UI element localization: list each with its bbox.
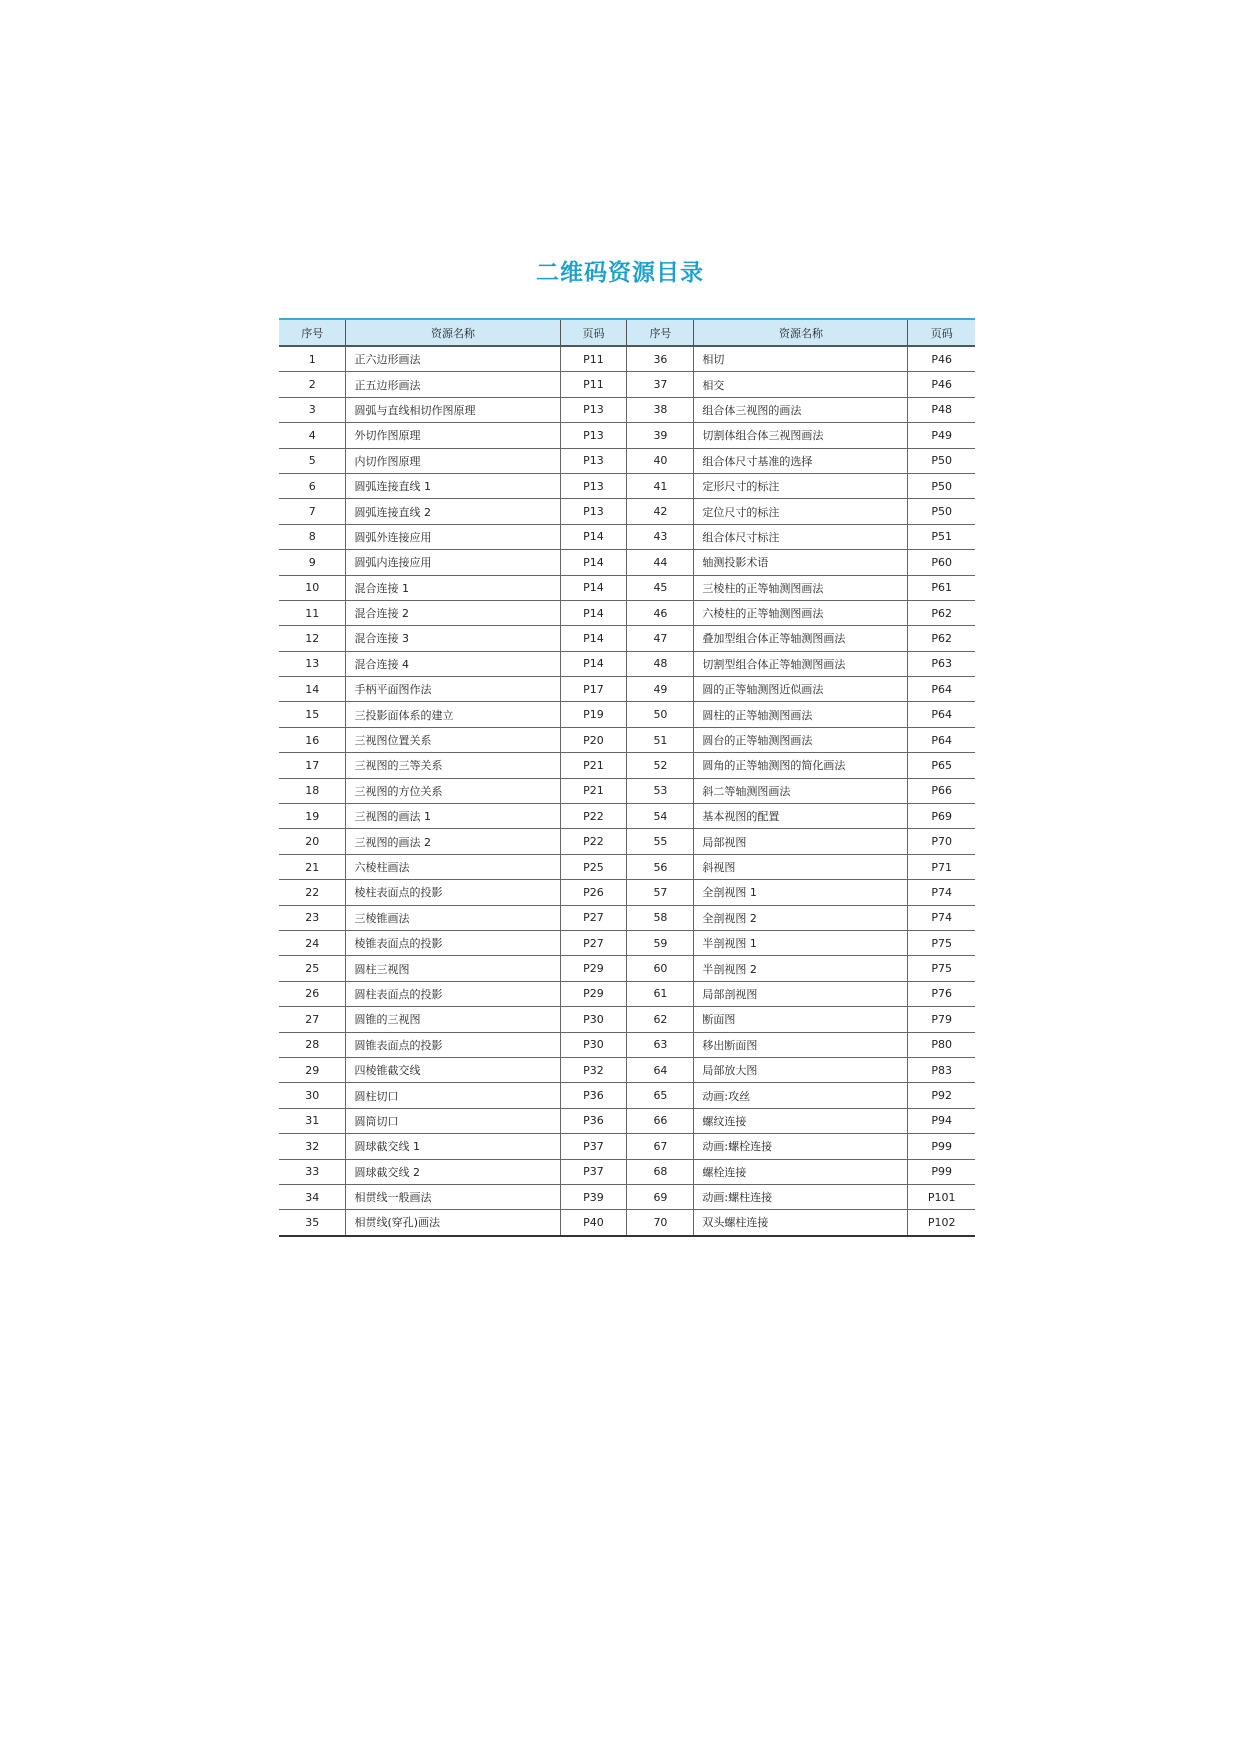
- table-row: [279, 397, 975, 422]
- resource-name-cell: 圆筒切口: [346, 1108, 560, 1133]
- page-cell: P94: [908, 1108, 975, 1133]
- index-cell: 19: [279, 804, 346, 829]
- resource-name-cell: 切割型组合体正等轴测图画法: [694, 651, 908, 676]
- index-cell: 12: [279, 626, 346, 651]
- index-cell: 38: [627, 397, 694, 422]
- page-cell: P13: [560, 473, 627, 498]
- page-cell: P75: [908, 956, 975, 981]
- page-cell: P102: [908, 1210, 975, 1236]
- page-cell: P69: [908, 804, 975, 829]
- page-cell: P48: [908, 397, 975, 422]
- resource-name-cell: 外切作图原理: [346, 423, 560, 448]
- table-row: [279, 702, 975, 727]
- resource-name-cell: 手柄平面图作法: [346, 677, 560, 702]
- index-cell: 55: [627, 829, 694, 854]
- table-row: [279, 854, 975, 879]
- resource-name-cell: 四棱锥截交线: [346, 1057, 560, 1082]
- index-cell: 5: [279, 448, 346, 473]
- resource-name-cell: 三棱柱的正等轴测图画法: [694, 575, 908, 600]
- index-cell: 41: [627, 473, 694, 498]
- index-cell: 64: [627, 1057, 694, 1082]
- table-row: [279, 1083, 975, 1108]
- resource-name-cell: 正六边形画法: [346, 346, 560, 372]
- resource-name-cell: 内切作图原理: [346, 448, 560, 473]
- page-cell: P40: [560, 1210, 627, 1236]
- resource-name-cell: 相贯线一般画法: [346, 1184, 560, 1209]
- table-row: [279, 448, 975, 473]
- page-cell: P11: [560, 372, 627, 397]
- resource-name-cell: 圆弧内连接应用: [346, 550, 560, 575]
- resource-name-cell: 螺纹连接: [694, 1108, 908, 1133]
- table-row: [279, 499, 975, 524]
- resource-name-cell: 三视图位置关系: [346, 727, 560, 752]
- resource-name-cell: 混合连接 1: [346, 575, 560, 600]
- index-cell: 24: [279, 930, 346, 955]
- resource-name-cell: 三棱锥画法: [346, 905, 560, 930]
- table-row: [279, 423, 975, 448]
- resource-name-cell: 动画:攻丝: [694, 1083, 908, 1108]
- index-cell: 33: [279, 1159, 346, 1184]
- index-cell: 56: [627, 854, 694, 879]
- page-cell: P22: [560, 804, 627, 829]
- header-name-right: 资源名称: [694, 319, 908, 346]
- index-cell: 23: [279, 905, 346, 930]
- resource-name-cell: 移出断面图: [694, 1032, 908, 1057]
- table-body: [279, 346, 975, 1236]
- page-cell: P50: [908, 448, 975, 473]
- index-cell: 27: [279, 1007, 346, 1032]
- resource-name-cell: 圆的正等轴测图近似画法: [694, 677, 908, 702]
- resource-name-cell: 圆弧连接直线 1: [346, 473, 560, 498]
- index-cell: 17: [279, 753, 346, 778]
- index-cell: 69: [627, 1184, 694, 1209]
- index-cell: 18: [279, 778, 346, 803]
- index-cell: 63: [627, 1032, 694, 1057]
- index-cell: 4: [279, 423, 346, 448]
- resource-name-cell: 螺栓连接: [694, 1159, 908, 1184]
- index-cell: 35: [279, 1210, 346, 1236]
- resource-name-cell: 组合体三视图的画法: [694, 397, 908, 422]
- resource-name-cell: 混合连接 2: [346, 600, 560, 625]
- resource-name-cell: 圆球截交线 1: [346, 1134, 560, 1159]
- page-cell: P50: [908, 473, 975, 498]
- resource-name-cell: 半剖视图 2: [694, 956, 908, 981]
- index-cell: 57: [627, 880, 694, 905]
- resource-name-cell: 圆柱三视图: [346, 956, 560, 981]
- index-cell: 8: [279, 524, 346, 549]
- table-row: [279, 727, 975, 752]
- page-cell: P80: [908, 1032, 975, 1057]
- index-cell: 40: [627, 448, 694, 473]
- table-row: [279, 1007, 975, 1032]
- header-page-left: 页码: [560, 319, 627, 346]
- page-cell: P14: [560, 600, 627, 625]
- table-row: [279, 981, 975, 1006]
- resource-name-cell: 圆柱切口: [346, 1083, 560, 1108]
- page-cell: P11: [560, 346, 627, 372]
- page-cell: P64: [908, 727, 975, 752]
- table-row: [279, 1184, 975, 1209]
- resource-name-cell: 圆弧连接直线 2: [346, 499, 560, 524]
- resource-name-cell: 斜视图: [694, 854, 908, 879]
- resource-name-cell: 局部放大图: [694, 1057, 908, 1082]
- table-row: [279, 372, 975, 397]
- table-row: [279, 524, 975, 549]
- resource-name-cell: 动画:螺栓连接: [694, 1134, 908, 1159]
- index-cell: 13: [279, 651, 346, 676]
- resource-name-cell: 三视图的方位关系: [346, 778, 560, 803]
- page-cell: P30: [560, 1007, 627, 1032]
- page-cell: P13: [560, 423, 627, 448]
- resource-name-cell: 圆柱的正等轴测图画法: [694, 702, 908, 727]
- page-cell: P76: [908, 981, 975, 1006]
- page-cell: P13: [560, 397, 627, 422]
- page-cell: P62: [908, 626, 975, 651]
- page-cell: P26: [560, 880, 627, 905]
- index-cell: 6: [279, 473, 346, 498]
- index-cell: 1: [279, 346, 346, 372]
- page-cell: P21: [560, 753, 627, 778]
- page-cell: P64: [908, 702, 975, 727]
- resource-table: [279, 318, 975, 1237]
- page-cell: P27: [560, 905, 627, 930]
- resource-name-cell: 混合连接 3: [346, 626, 560, 651]
- index-cell: 68: [627, 1159, 694, 1184]
- index-cell: 50: [627, 702, 694, 727]
- page-title: 二维码资源目录: [536, 260, 704, 286]
- page-cell: P64: [908, 677, 975, 702]
- index-cell: 39: [627, 423, 694, 448]
- index-cell: 16: [279, 727, 346, 752]
- index-cell: 21: [279, 854, 346, 879]
- index-cell: 28: [279, 1032, 346, 1057]
- resource-name-cell: 圆弧外连接应用: [346, 524, 560, 549]
- table-row: [279, 677, 975, 702]
- table-row: [279, 829, 975, 854]
- page-cell: P75: [908, 930, 975, 955]
- table-row: [279, 1134, 975, 1159]
- index-cell: 29: [279, 1057, 346, 1082]
- page-cell: P61: [908, 575, 975, 600]
- table-row: [279, 575, 975, 600]
- table-row: [279, 626, 975, 651]
- page-cell: P29: [560, 956, 627, 981]
- table-row: [279, 651, 975, 676]
- resource-name-cell: 圆锥的三视图: [346, 1007, 560, 1032]
- resource-name-cell: 定位尺寸的标注: [694, 499, 908, 524]
- resource-name-cell: 全剖视图 1: [694, 880, 908, 905]
- resource-name-cell: 半剖视图 1: [694, 930, 908, 955]
- page-cell: P30: [560, 1032, 627, 1057]
- page-cell: P99: [908, 1159, 975, 1184]
- page-cell: P65: [908, 753, 975, 778]
- index-cell: 34: [279, 1184, 346, 1209]
- page-cell: P51: [908, 524, 975, 549]
- resource-name-cell: 切割体组合体三视图画法: [694, 423, 908, 448]
- table-row: [279, 778, 975, 803]
- resource-name-cell: 动画:螺柱连接: [694, 1184, 908, 1209]
- page-cell: P14: [560, 550, 627, 575]
- index-cell: 3: [279, 397, 346, 422]
- table-row: [279, 1159, 975, 1184]
- index-cell: 70: [627, 1210, 694, 1236]
- index-cell: 62: [627, 1007, 694, 1032]
- index-cell: 52: [627, 753, 694, 778]
- page-cell: P50: [908, 499, 975, 524]
- resource-name-cell: 圆球截交线 2: [346, 1159, 560, 1184]
- resource-name-cell: 斜二等轴测图画法: [694, 778, 908, 803]
- resource-name-cell: 圆柱表面点的投影: [346, 981, 560, 1006]
- index-cell: 43: [627, 524, 694, 549]
- page-cell: P14: [560, 651, 627, 676]
- resource-name-cell: 圆锥表面点的投影: [346, 1032, 560, 1057]
- page-cell: P46: [908, 346, 975, 372]
- table-row: [279, 473, 975, 498]
- page-cell: P63: [908, 651, 975, 676]
- resource-name-cell: 相贯线(穿孔)画法: [346, 1210, 560, 1236]
- index-cell: 37: [627, 372, 694, 397]
- index-cell: 30: [279, 1083, 346, 1108]
- resource-name-cell: 棱柱表面点的投影: [346, 880, 560, 905]
- page-cell: P36: [560, 1108, 627, 1133]
- page-cell: P46: [908, 372, 975, 397]
- page-cell: P14: [560, 575, 627, 600]
- page-cell: P25: [560, 854, 627, 879]
- page-cell: P62: [908, 600, 975, 625]
- resource-name-cell: 棱锥表面点的投影: [346, 930, 560, 955]
- index-cell: 59: [627, 930, 694, 955]
- index-cell: 10: [279, 575, 346, 600]
- index-cell: 14: [279, 677, 346, 702]
- page-cell: P13: [560, 448, 627, 473]
- index-cell: 66: [627, 1108, 694, 1133]
- header-name-left: 资源名称: [346, 319, 560, 346]
- resource-name-cell: 相交: [694, 372, 908, 397]
- page-cell: P13: [560, 499, 627, 524]
- page-cell: P32: [560, 1057, 627, 1082]
- resource-name-cell: 三视图的画法 2: [346, 829, 560, 854]
- page-cell: P14: [560, 626, 627, 651]
- header-no-right: 序号: [627, 319, 694, 346]
- index-cell: 49: [627, 677, 694, 702]
- index-cell: 36: [627, 346, 694, 372]
- page-cell: P27: [560, 930, 627, 955]
- index-cell: 22: [279, 880, 346, 905]
- resource-name-cell: 组合体尺寸基准的选择: [694, 448, 908, 473]
- page-cell: P99: [908, 1134, 975, 1159]
- page-cell: P19: [560, 702, 627, 727]
- table-row: [279, 1032, 975, 1057]
- page-cell: P83: [908, 1057, 975, 1082]
- table-row: [279, 550, 975, 575]
- table-row: [279, 1210, 975, 1236]
- index-cell: 9: [279, 550, 346, 575]
- resource-name-cell: 断面图: [694, 1007, 908, 1032]
- index-cell: 31: [279, 1108, 346, 1133]
- resource-name-cell: 圆角的正等轴测图的简化画法: [694, 753, 908, 778]
- index-cell: 15: [279, 702, 346, 727]
- index-cell: 2: [279, 372, 346, 397]
- page-cell: P71: [908, 854, 975, 879]
- index-cell: 47: [627, 626, 694, 651]
- page-cell: P17: [560, 677, 627, 702]
- resource-name-cell: 三视图的三等关系: [346, 753, 560, 778]
- index-cell: 60: [627, 956, 694, 981]
- index-cell: 61: [627, 981, 694, 1006]
- table-header-row: [279, 319, 975, 346]
- page-cell: P101: [908, 1184, 975, 1209]
- index-cell: 20: [279, 829, 346, 854]
- page-cell: P66: [908, 778, 975, 803]
- table-row: [279, 1108, 975, 1133]
- index-cell: 53: [627, 778, 694, 803]
- resource-name-cell: 三视图的画法 1: [346, 804, 560, 829]
- table-row: [279, 804, 975, 829]
- index-cell: 54: [627, 804, 694, 829]
- resource-name-cell: 基本视图的配置: [694, 804, 908, 829]
- index-cell: 42: [627, 499, 694, 524]
- resource-name-cell: 三投影面体系的建立: [346, 702, 560, 727]
- resource-name-cell: 局部剖视图: [694, 981, 908, 1006]
- page-cell: P36: [560, 1083, 627, 1108]
- resource-name-cell: 定形尺寸的标注: [694, 473, 908, 498]
- page-cell: P29: [560, 981, 627, 1006]
- resource-name-cell: 叠加型组合体正等轴测图画法: [694, 626, 908, 651]
- resource-name-cell: 混合连接 4: [346, 651, 560, 676]
- page-cell: P49: [908, 423, 975, 448]
- index-cell: 7: [279, 499, 346, 524]
- resource-name-cell: 双头螺柱连接: [694, 1210, 908, 1236]
- table-row: [279, 930, 975, 955]
- resource-name-cell: 圆弧与直线相切作图原理: [346, 397, 560, 422]
- table-row: [279, 956, 975, 981]
- resource-name-cell: 相切: [694, 346, 908, 372]
- index-cell: 58: [627, 905, 694, 930]
- table-row: [279, 1057, 975, 1082]
- index-cell: 48: [627, 651, 694, 676]
- header-no-left: 序号: [279, 319, 346, 346]
- index-cell: 67: [627, 1134, 694, 1159]
- resource-name-cell: 六棱柱的正等轴测图画法: [694, 600, 908, 625]
- page-cell: P79: [908, 1007, 975, 1032]
- table-row: [279, 905, 975, 930]
- index-cell: 65: [627, 1083, 694, 1108]
- table-row: [279, 880, 975, 905]
- table-row: [279, 346, 975, 372]
- page-cell: P60: [908, 550, 975, 575]
- resource-name-cell: 组合体尺寸标注: [694, 524, 908, 549]
- index-cell: 25: [279, 956, 346, 981]
- page-cell: P20: [560, 727, 627, 752]
- index-cell: 46: [627, 600, 694, 625]
- page-cell: P22: [560, 829, 627, 854]
- index-cell: 26: [279, 981, 346, 1006]
- page-cell: P74: [908, 880, 975, 905]
- resource-name-cell: 六棱柱画法: [346, 854, 560, 879]
- index-cell: 32: [279, 1134, 346, 1159]
- page-cell: P37: [560, 1159, 627, 1184]
- resource-name-cell: 圆台的正等轴测图画法: [694, 727, 908, 752]
- header-page-right: 页码: [908, 319, 975, 346]
- resource-name-cell: 局部视图: [694, 829, 908, 854]
- page-cell: P39: [560, 1184, 627, 1209]
- page-cell: P92: [908, 1083, 975, 1108]
- table-row: [279, 753, 975, 778]
- index-cell: 11: [279, 600, 346, 625]
- page-cell: P21: [560, 778, 627, 803]
- page-cell: P37: [560, 1134, 627, 1159]
- index-cell: 44: [627, 550, 694, 575]
- page-cell: P70: [908, 829, 975, 854]
- index-cell: 45: [627, 575, 694, 600]
- resource-name-cell: 全剖视图 2: [694, 905, 908, 930]
- page-cell: P14: [560, 524, 627, 549]
- index-cell: 51: [627, 727, 694, 752]
- resource-name-cell: 轴测投影术语: [694, 550, 908, 575]
- table-row: [279, 600, 975, 625]
- page-cell: P74: [908, 905, 975, 930]
- resource-name-cell: 正五边形画法: [346, 372, 560, 397]
